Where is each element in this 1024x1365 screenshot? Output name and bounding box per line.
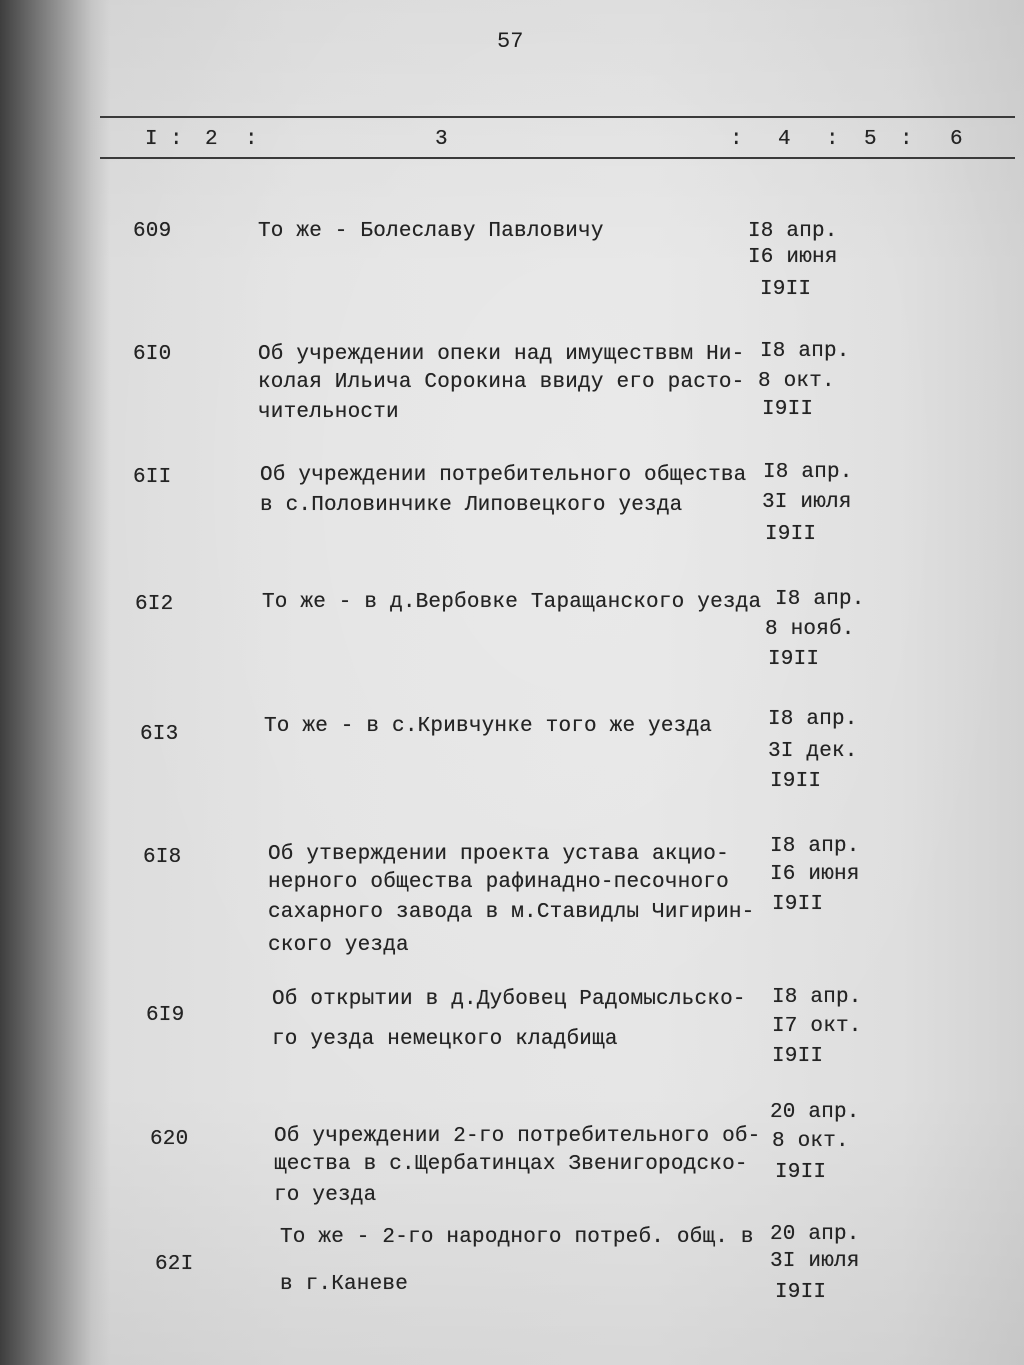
entry-text-line: ского уезда [268, 934, 409, 957]
column-separator: : [730, 128, 743, 151]
column-separator: : [170, 128, 183, 151]
entry-text-line: щества в с.Щербатинцах Звенигородско- [274, 1153, 748, 1176]
entry-year: I9II [775, 1161, 827, 1184]
entry-end-date: I7 окт. [772, 1015, 862, 1038]
entry-text-line: го уезда немецкого кладбища [272, 1028, 618, 1051]
column-separator: : [826, 128, 839, 151]
entry-number: 6I8 [143, 846, 182, 869]
entry-end-date: 8 окт. [772, 1130, 849, 1153]
column-header-5: 5 [864, 128, 877, 151]
entry-end-date: 3I июля [762, 491, 852, 514]
entry-number: 609 [133, 220, 172, 243]
entry-start-date: I8 апр. [748, 220, 838, 243]
entry-number: 62I [155, 1253, 194, 1276]
entry-year: I9II [775, 1281, 827, 1304]
entry-year: I9II [770, 770, 822, 793]
page-number: 57 [497, 29, 524, 54]
entry-year: I9II [760, 278, 812, 301]
entry-text-line: То же - в с.Кривчунке того же уезда [264, 715, 713, 738]
entry-end-date: 3I июля [770, 1250, 860, 1273]
entry-text-line: колая Ильича Сорокина ввиду его расто- [258, 371, 745, 394]
entry-text-line: в с.Половинчике Липовецкого уезда [260, 494, 683, 517]
entry-year: I9II [772, 893, 824, 916]
column-separator: : [900, 128, 913, 151]
entry-start-date: 20 апр. [770, 1101, 860, 1124]
entry-end-date: I6 июня [770, 863, 860, 886]
entry-text-line: в г.Каневе [280, 1273, 409, 1296]
entry-end-date: 8 окт. [758, 370, 835, 393]
entry-text-line: чительности [258, 401, 399, 424]
entry-year: I9II [772, 1045, 824, 1068]
column-header-2: 2 [205, 128, 218, 151]
entry-text-line: То же - в д.Вербовке Таращанского уезда [262, 591, 762, 614]
entry-start-date: I8 апр. [770, 835, 860, 858]
entry-start-date: I8 апр. [768, 708, 858, 731]
column-header-4: 4 [778, 128, 791, 151]
entry-text-line: Об учреждении опеки над имуществвм Ни- [258, 343, 745, 366]
entry-number: 6I9 [146, 1004, 185, 1027]
entry-text-line: Об открытии в д.Дубовец Радомысльско- [272, 988, 746, 1011]
entry-start-date: I8 апр. [775, 588, 865, 611]
column-header-3: 3 [435, 128, 448, 151]
entry-year: I9II [762, 398, 814, 421]
entry-start-date: 20 апр. [770, 1223, 860, 1246]
entry-start-date: I8 апр. [763, 461, 853, 484]
header-top-rule [100, 116, 1015, 118]
entry-number: 620 [150, 1128, 189, 1151]
entry-end-date: I6 июня [748, 246, 838, 269]
column-separator: : [245, 128, 258, 151]
entry-text-line: нерного общества рафинадно-песочного [268, 871, 729, 894]
column-header-6: 6 [950, 128, 963, 151]
entry-text-line: То же - 2-го народного потреб. общ. в [280, 1226, 754, 1249]
entry-number: 6I2 [135, 593, 174, 616]
header-bottom-rule [100, 157, 1015, 159]
entry-start-date: I8 апр. [760, 340, 850, 363]
entry-text-line: сахарного завода в м.Ставидлы Чигирин- [268, 901, 755, 924]
entry-end-date: 8 нояб. [765, 618, 855, 641]
entry-text-line: То же - Болеславу Павловичу [258, 220, 604, 243]
column-header-1: I [145, 128, 158, 151]
binding-shadow [0, 0, 110, 1365]
entry-year: I9II [765, 523, 817, 546]
entry-text-line: го уезда [274, 1184, 377, 1207]
entry-end-date: 3I дек. [768, 740, 858, 763]
entry-text-line: Об учреждении потребительного общества [260, 464, 747, 487]
entry-number: 6I0 [133, 343, 172, 366]
entry-year: I9II [768, 648, 820, 671]
entry-text-line: Об учреждении 2-го потребительного об- [274, 1125, 761, 1148]
entry-text-line: Об утверждении проекта устава акцио- [268, 843, 729, 866]
entry-number: 6II [133, 466, 172, 489]
entry-number: 6I3 [140, 723, 179, 746]
entry-start-date: I8 апр. [772, 986, 862, 1009]
